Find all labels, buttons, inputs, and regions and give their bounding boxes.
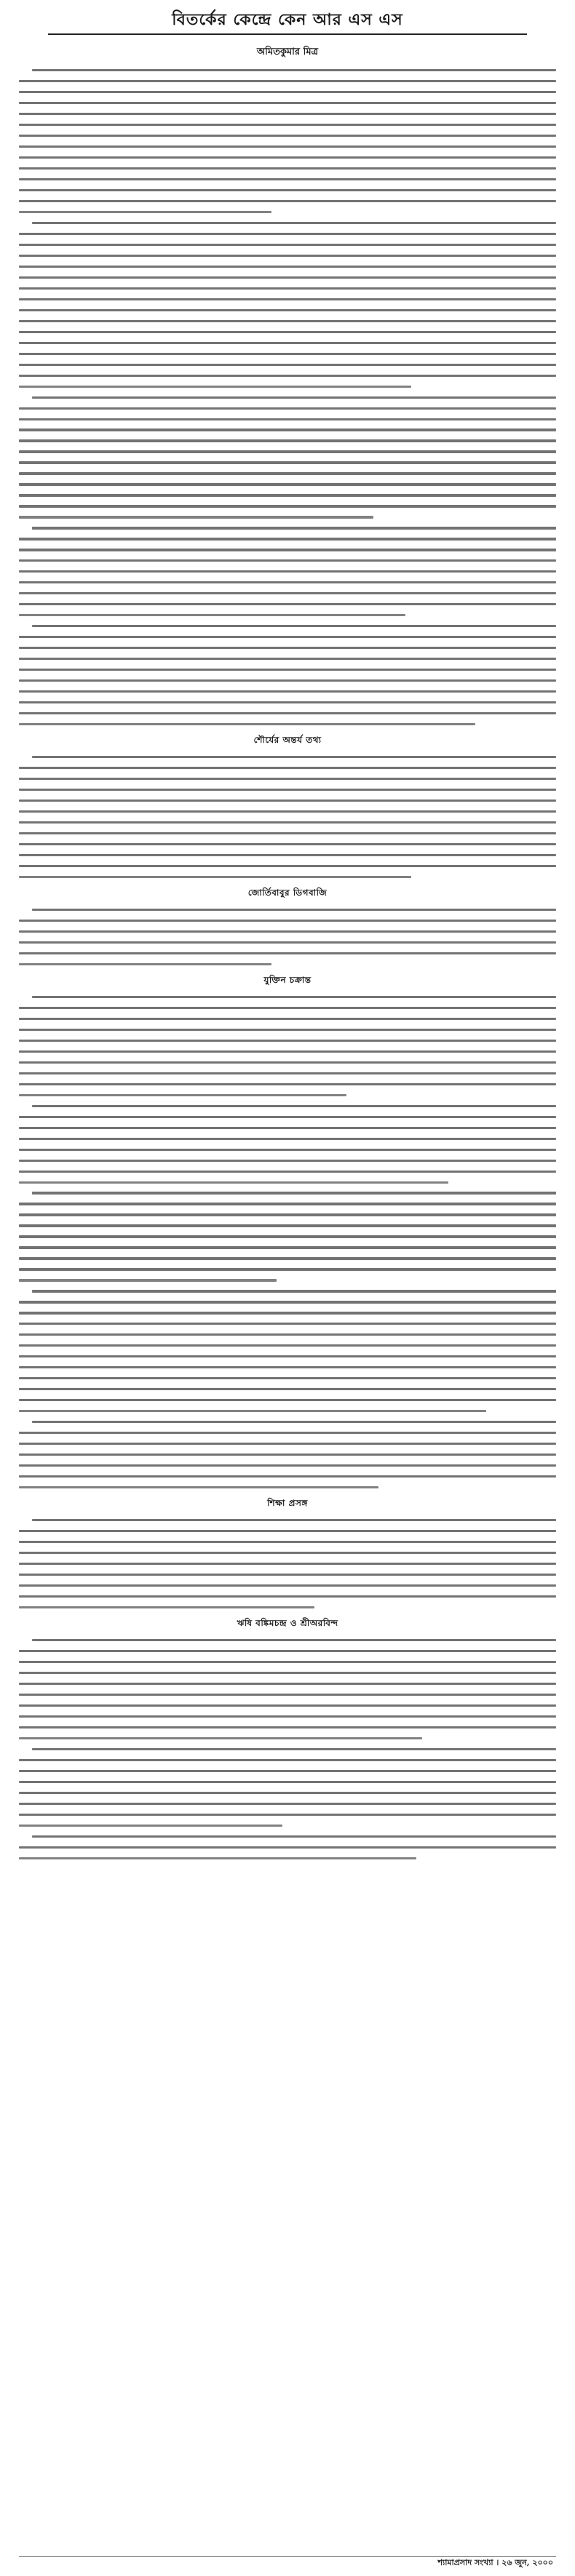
paragraph: [19, 1105, 556, 1184]
text-line: [19, 843, 556, 845]
text-line: [19, 1138, 556, 1140]
text-line: [19, 1715, 556, 1718]
text-line: [19, 1454, 556, 1456]
text-line: [19, 1050, 556, 1053]
text-line: [19, 1781, 556, 1783]
text-line: [19, 483, 556, 485]
text-line: [19, 428, 556, 431]
text-line: [19, 690, 556, 693]
text-line: [19, 331, 556, 333]
paragraph: [19, 756, 556, 878]
text-line: [19, 516, 373, 518]
text-line: [19, 266, 556, 268]
text-line: [19, 375, 556, 377]
text-line: [19, 1606, 314, 1608]
text-line: [19, 211, 271, 213]
paragraph: [19, 1192, 556, 1281]
text-line: [32, 1835, 556, 1838]
text-line: [19, 854, 556, 856]
text-line: [19, 80, 556, 82]
text-line: [32, 1105, 556, 1107]
text-line: [19, 1029, 556, 1031]
text-line: [19, 1355, 556, 1357]
paragraph: [19, 69, 556, 213]
text-line: [19, 789, 556, 791]
text-line: [19, 1726, 556, 1728]
text-line: [19, 1377, 556, 1379]
text-line: [19, 1650, 556, 1652]
text-line: [19, 505, 556, 507]
text-line: [19, 353, 556, 355]
text-line: [32, 527, 556, 529]
text-line: [19, 309, 556, 311]
text-line: [32, 996, 556, 998]
text-line: [19, 1661, 556, 1663]
text-line: [19, 1301, 556, 1303]
section-heading: যুক্তিন চক্রান্ত: [263, 974, 312, 985]
text-line: [19, 1149, 556, 1151]
paragraph: [19, 1835, 556, 1859]
text-line: [19, 189, 556, 191]
text-line: [19, 1584, 556, 1587]
paragraph: [19, 1519, 556, 1608]
article-title: বিতর্কের কেন্দ্রে কেন আর এস এস: [172, 10, 403, 29]
text-line: [19, 1792, 556, 1794]
text-line: [19, 494, 556, 496]
text-line: [19, 876, 411, 878]
text-line: [19, 1203, 556, 1205]
text-line: [32, 1748, 556, 1750]
text-line: [19, 669, 556, 671]
text-line: [19, 1694, 556, 1696]
text-line: [19, 1333, 556, 1336]
text-line: [19, 1366, 556, 1368]
text-line: [32, 1421, 556, 1423]
text-line: [19, 1443, 556, 1445]
text-line: [19, 941, 556, 944]
text-line: [19, 364, 556, 366]
text-line: [19, 1279, 277, 1281]
paragraph: [19, 222, 556, 388]
paragraph: [19, 909, 556, 965]
paragraph: [19, 1421, 556, 1488]
text-line: [19, 1825, 282, 1827]
text-line: [19, 647, 556, 649]
text-line: [19, 614, 405, 616]
text-line: [32, 396, 556, 399]
text-line: [19, 832, 556, 834]
text-line: [32, 1290, 556, 1292]
text-line: [19, 810, 556, 813]
text-line: [19, 1759, 556, 1761]
text-line: [19, 1846, 556, 1849]
text-line: [32, 1639, 556, 1641]
paragraph: [19, 1639, 556, 1739]
text-line: [19, 1061, 556, 1064]
text-line: [19, 1257, 556, 1259]
text-line: [19, 1683, 556, 1685]
paragraph: [19, 996, 556, 1096]
text-line: [19, 1072, 556, 1074]
text-line: [19, 1235, 556, 1237]
section-heading: ঋষি বঙ্কিমচন্দ্র ও শ্রীঅরবিন্দ: [237, 1617, 338, 1628]
section-heading: জোর্তিবাবুর ডিগবাজি: [247, 887, 328, 898]
text-line: [19, 439, 556, 442]
text-line: [19, 1268, 556, 1270]
text-line: [19, 1171, 556, 1173]
text-line: [19, 124, 556, 126]
text-line: [19, 1814, 556, 1816]
text-line: [19, 255, 556, 257]
text-line: [19, 1464, 556, 1467]
text-line: [19, 233, 556, 235]
text-line: [19, 1595, 556, 1598]
text-line: [19, 799, 556, 802]
text-line: [19, 1530, 556, 1532]
text-line: [19, 581, 556, 583]
text-line: [19, 1475, 556, 1478]
paragraph: [19, 625, 556, 725]
text-line: [19, 920, 556, 922]
text-line: [19, 1018, 556, 1020]
text-line: [19, 1672, 556, 1674]
text-line: [19, 767, 556, 769]
text-line: [19, 418, 556, 420]
text-line: [19, 538, 556, 540]
text-line: [19, 1040, 556, 1042]
text-line: [19, 930, 556, 933]
text-line: [19, 963, 271, 965]
text-line: [19, 1486, 378, 1488]
text-line: [19, 559, 556, 562]
text-line: [19, 407, 556, 410]
text-line: [19, 1410, 486, 1412]
text-line: [19, 472, 556, 474]
text-line: [19, 342, 556, 344]
text-line: [19, 712, 556, 714]
text-line: [19, 1224, 556, 1227]
section-heading: শৌর্যের অন্তর্য তথ্য: [253, 735, 322, 746]
text-line: [19, 701, 556, 703]
text-line: [19, 1160, 556, 1162]
text-line: [19, 298, 556, 300]
text-line: [19, 778, 556, 780]
text-line: [19, 200, 556, 202]
text-line: [19, 1432, 556, 1434]
text-line: [19, 952, 556, 954]
text-line: [19, 178, 556, 180]
text-line: [19, 167, 556, 170]
text-line: [32, 1519, 556, 1521]
text-line: [19, 1344, 556, 1347]
text-line: [32, 756, 556, 758]
text-line: [19, 1563, 556, 1565]
text-line: [19, 91, 556, 93]
text-line: [19, 1541, 556, 1543]
text-line: [19, 658, 556, 660]
text-line: [19, 156, 556, 159]
article-author: অমিতকুমার মিত্র: [256, 47, 319, 57]
text-line: [19, 1737, 422, 1739]
paragraph: [19, 396, 556, 519]
text-line: [19, 1181, 448, 1184]
text-line: [19, 865, 556, 867]
text-line: [19, 276, 556, 279]
text-line: [19, 320, 556, 322]
text-line: [19, 113, 556, 115]
text-line: [32, 625, 556, 627]
text-line: [19, 244, 556, 246]
text-line: [19, 1552, 556, 1554]
paragraph: [19, 1290, 556, 1412]
text-line: [19, 549, 556, 551]
paragraph: [19, 527, 556, 616]
text-line: [19, 636, 556, 638]
text-line: [19, 1323, 556, 1325]
section-heading: শিক্ষা প্রসঙ্গ: [267, 1498, 308, 1509]
text-line: [19, 1116, 556, 1118]
text-line: [19, 102, 556, 104]
text-line: [19, 1127, 556, 1129]
article-body: [19, 69, 556, 1859]
text-line: [19, 570, 556, 573]
text-line: [19, 603, 556, 605]
text-line: [19, 1399, 556, 1401]
text-line: [19, 1770, 556, 1772]
text-line: [19, 679, 556, 682]
page-footer: শ্যামাপ্রসাদ সংখ্যা । ২৬ জুন, ২০০০: [437, 2558, 553, 2567]
text-line: [32, 69, 556, 71]
text-line: [19, 386, 411, 388]
text-line: [19, 1007, 556, 1009]
text-line: [19, 145, 556, 148]
text-line: [19, 723, 475, 725]
text-line: [19, 287, 556, 290]
text-line: [32, 909, 556, 911]
text-line: [19, 461, 556, 463]
text-line: [32, 222, 556, 224]
text-line: [19, 1704, 556, 1707]
text-line: [32, 1192, 556, 1194]
text-line: [19, 1388, 556, 1390]
text-line: [19, 450, 556, 452]
text-line: [19, 1083, 556, 1085]
text-line: [19, 1574, 556, 1576]
text-line: [19, 1312, 556, 1314]
text-line: [19, 1803, 556, 1805]
paragraph: [19, 1748, 556, 1827]
text-line: [19, 821, 556, 824]
text-line: [19, 1213, 556, 1216]
text-line: [19, 592, 556, 594]
text-line: [19, 135, 556, 137]
text-line: [19, 1246, 556, 1248]
text-line: [19, 1857, 416, 1859]
text-line: [19, 1094, 346, 1096]
